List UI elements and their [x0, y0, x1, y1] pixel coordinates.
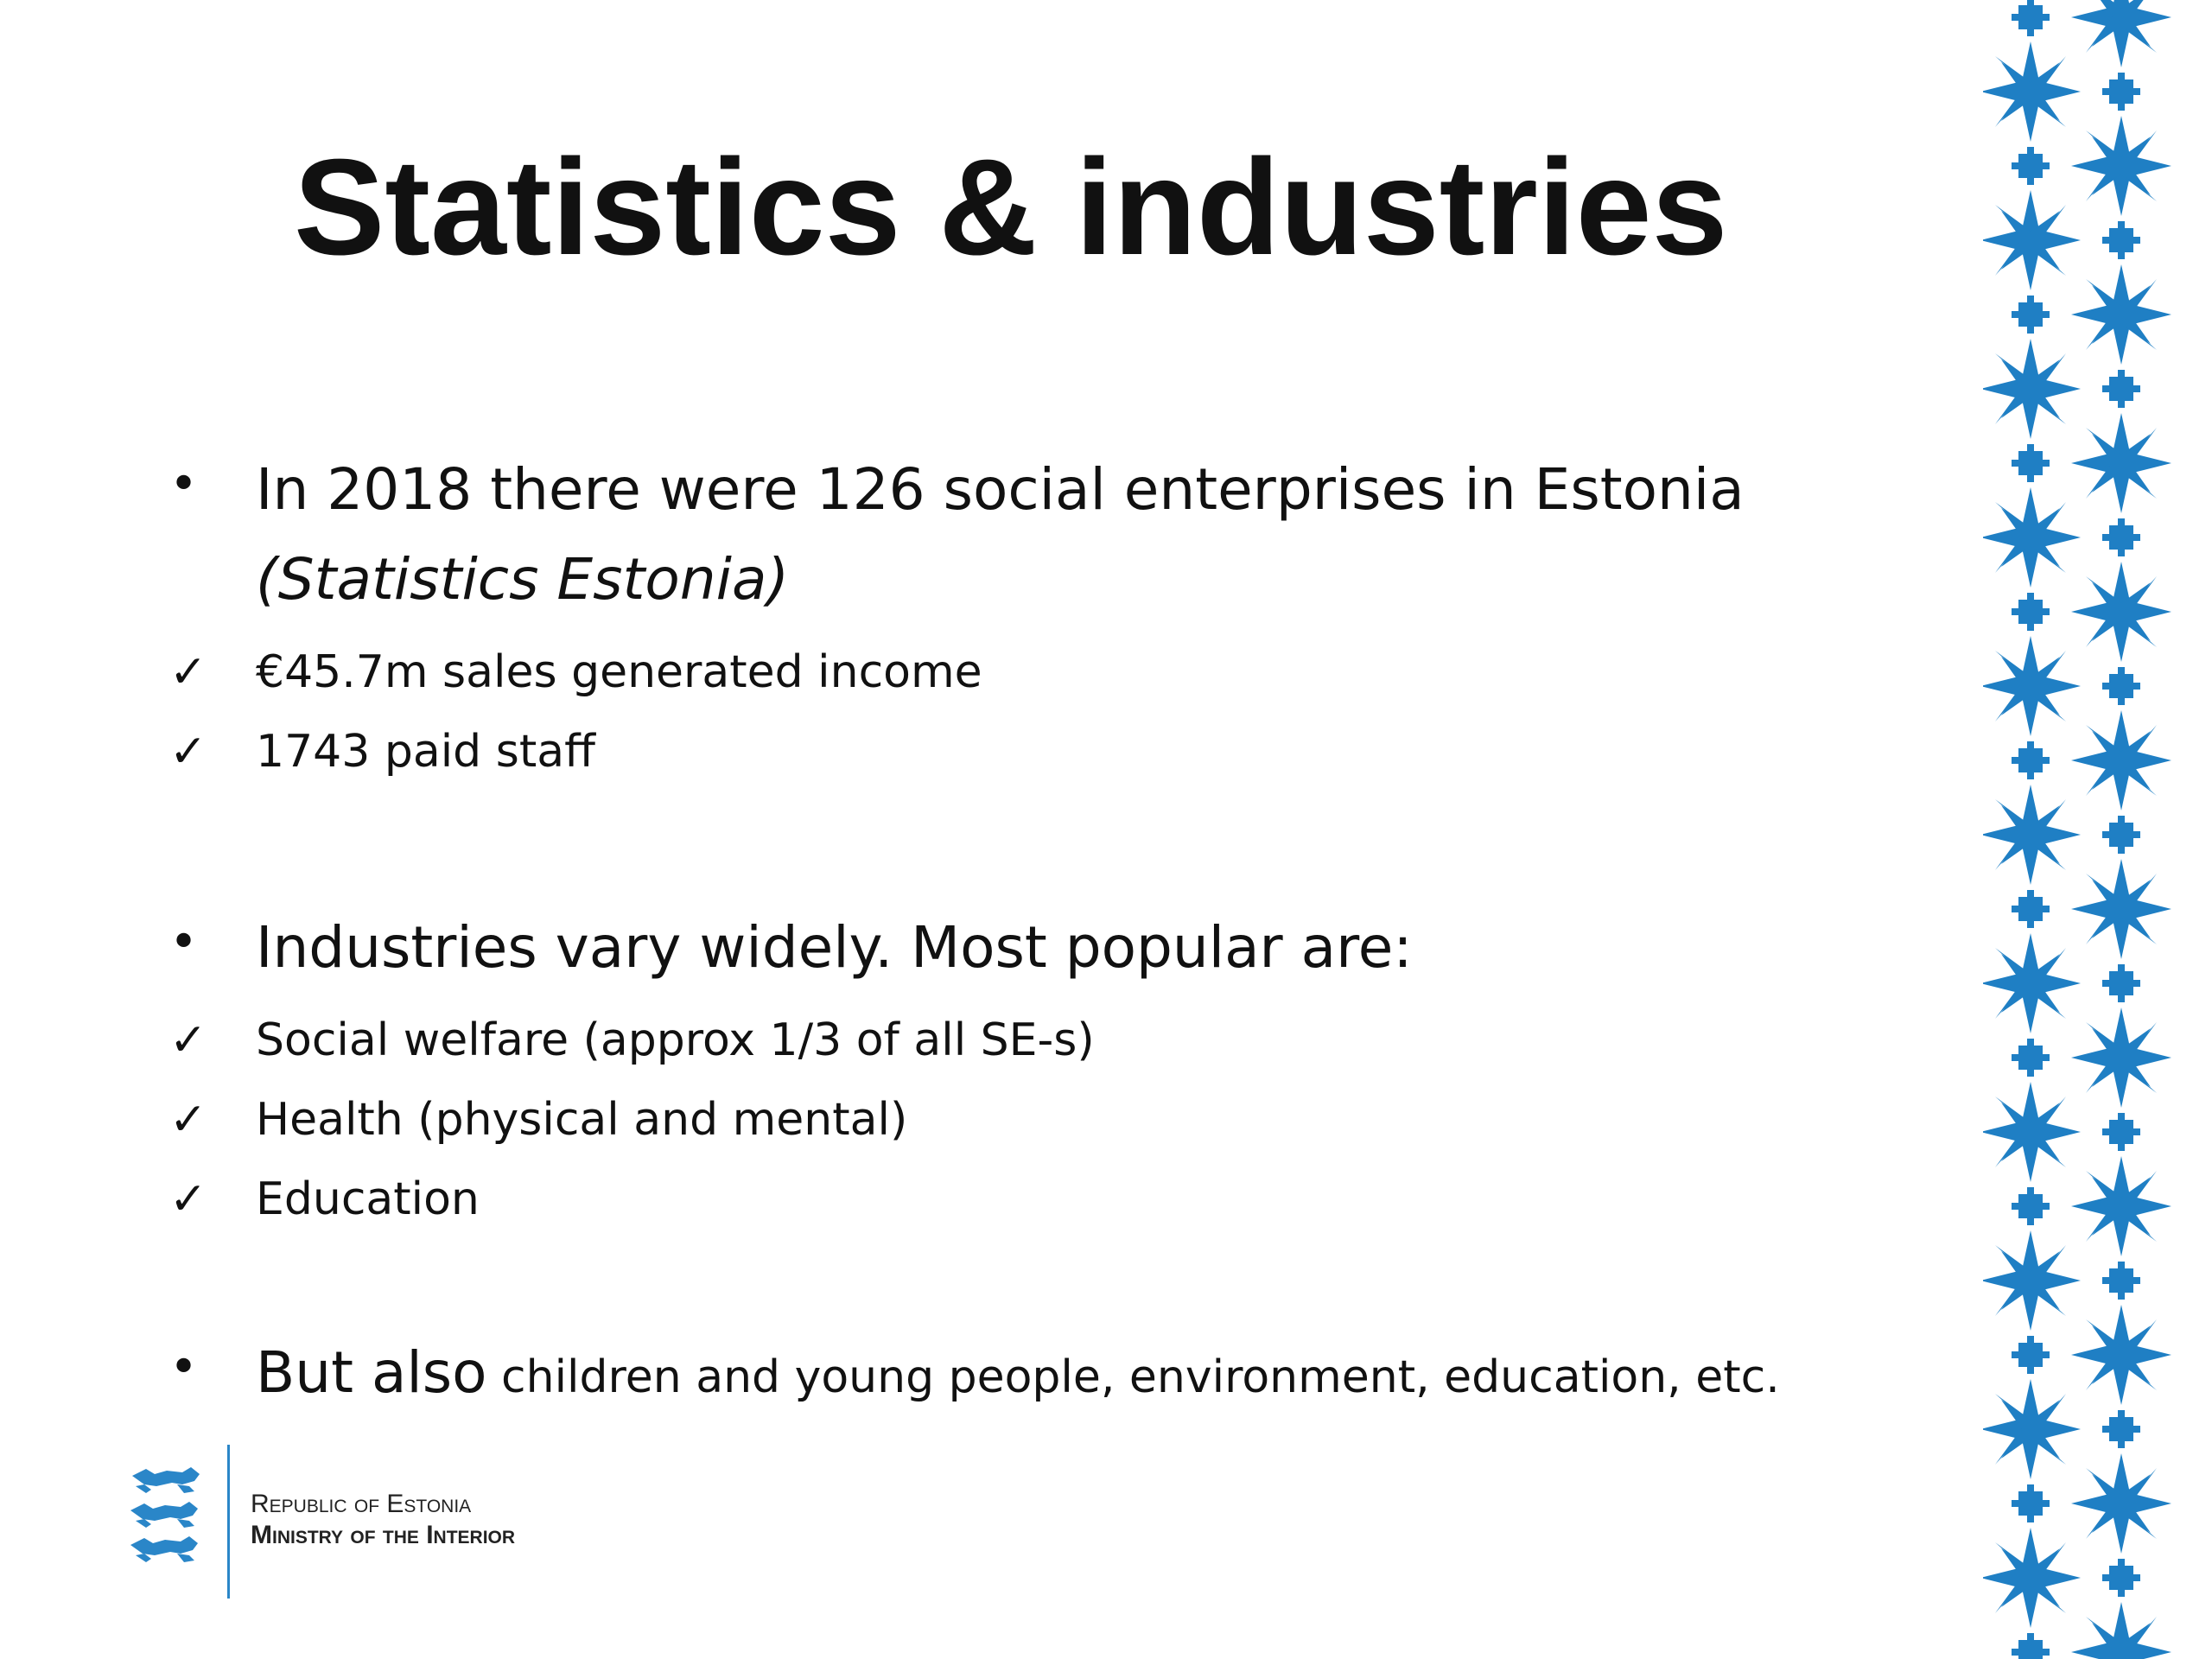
ornament-star-icon	[1983, 933, 2081, 1033]
bullet-2-text: Industries vary widely. Most popular are:	[256, 914, 1413, 981]
ornament-star-icon	[1983, 785, 2081, 885]
bullet-dot: •	[169, 914, 199, 970]
ornament-small-star-icon	[2012, 0, 2050, 36]
ornament-star-icon	[2071, 264, 2171, 365]
logo-line-2: Ministry of the Interior	[251, 1521, 516, 1549]
ornament-small-star-icon	[2012, 741, 2050, 779]
checkmark-icon: ✓	[169, 726, 207, 778]
ornament-star-icon	[2071, 1453, 2171, 1554]
bullet-3-text	[256, 1339, 1780, 1406]
ornament-star-icon	[1983, 1230, 2081, 1331]
ornament-small-star-icon	[2102, 816, 2140, 854]
ornament-small-star-icon	[2102, 1410, 2140, 1448]
bullet-dot: •	[169, 456, 199, 512]
star-pattern-ornament	[1983, 0, 2190, 1659]
ornament-star-icon	[2071, 116, 2171, 216]
check-item-text: Health (physical and mental)	[256, 1094, 908, 1146]
ornament-star-icon	[1983, 1379, 2081, 1479]
ornament-small-star-icon	[2102, 964, 2140, 1002]
ornament-star-icon	[2071, 1156, 2171, 1256]
ornament-star-icon	[2071, 1007, 2171, 1108]
ornament-star-icon	[2071, 562, 2171, 662]
ornament-star-icon	[2071, 1305, 2171, 1405]
ornament-small-star-icon	[2012, 593, 2050, 631]
checkmark-icon: ✓	[169, 1014, 207, 1066]
ornament-star-icon	[1983, 636, 2081, 736]
ornament-star-icon	[1983, 1528, 2081, 1628]
ornament-small-star-icon	[2012, 1633, 2050, 1659]
ornament-small-star-icon	[2102, 73, 2140, 111]
ornament-small-star-icon	[2102, 221, 2140, 259]
ornament-small-star-icon	[2012, 444, 2050, 482]
ornament-star-icon	[1983, 41, 2081, 142]
ornament-small-star-icon	[2012, 147, 2050, 185]
ornament-small-star-icon	[2012, 1484, 2050, 1522]
ornament-small-star-icon	[2102, 1262, 2140, 1300]
checkmark-icon: ✓	[169, 1094, 207, 1146]
slide-title: Statistics & industries	[294, 131, 1728, 283]
ornament-small-star-icon	[2012, 1039, 2050, 1077]
ornament-small-star-icon	[2102, 518, 2140, 556]
ornament-star-icon	[2071, 413, 2171, 513]
bullet-3-lead: But also	[256, 1339, 487, 1406]
bullet-1-source-text: (Statistics Estonia)	[256, 546, 790, 613]
ornament-star-icon	[1983, 1082, 2081, 1182]
bullet-1-text: In 2018 there were 126 social enterprises in Estonia	[256, 456, 1745, 523]
bullet-3-tail: children and young people, environment, education, etc.	[486, 1351, 1780, 1403]
ornament-star-icon	[2071, 710, 2171, 810]
ornament-small-star-icon	[2102, 1559, 2140, 1597]
logo-divider	[227, 1445, 230, 1599]
ornament-small-star-icon	[2102, 667, 2140, 705]
ministry-logo	[125, 1445, 575, 1600]
ornament-small-star-icon	[2012, 1187, 2050, 1225]
ornament-small-star-icon	[2012, 296, 2050, 334]
ornament-star-icon	[2071, 859, 2171, 959]
ornament-small-star-icon	[2102, 370, 2140, 408]
ornament-star-icon	[2071, 1602, 2171, 1659]
checkmark-icon: ✓	[169, 646, 207, 698]
ornament-star-icon	[2071, 0, 2171, 67]
bullet-dot: •	[169, 1339, 199, 1395]
ornament-star-icon	[1983, 190, 2081, 290]
ornament-small-star-icon	[2102, 1113, 2140, 1151]
check-item-text: €45.7m sales generated income	[256, 646, 982, 698]
three-lions-crest-icon	[125, 1464, 212, 1576]
check-item-text: 1743 paid staff	[256, 726, 595, 778]
ornament-star-icon	[1983, 487, 2081, 588]
checkmark-icon: ✓	[169, 1173, 207, 1225]
ornament-star-icon	[1983, 339, 2081, 439]
ornament-small-star-icon	[2012, 1336, 2050, 1374]
check-item-text: Education	[256, 1173, 480, 1225]
logo-line-1: Republic of Estonia	[251, 1490, 472, 1518]
check-item-text: Social welfare (approx 1/3 of all SE-s)	[256, 1014, 1095, 1066]
ornament-small-star-icon	[2012, 890, 2050, 928]
